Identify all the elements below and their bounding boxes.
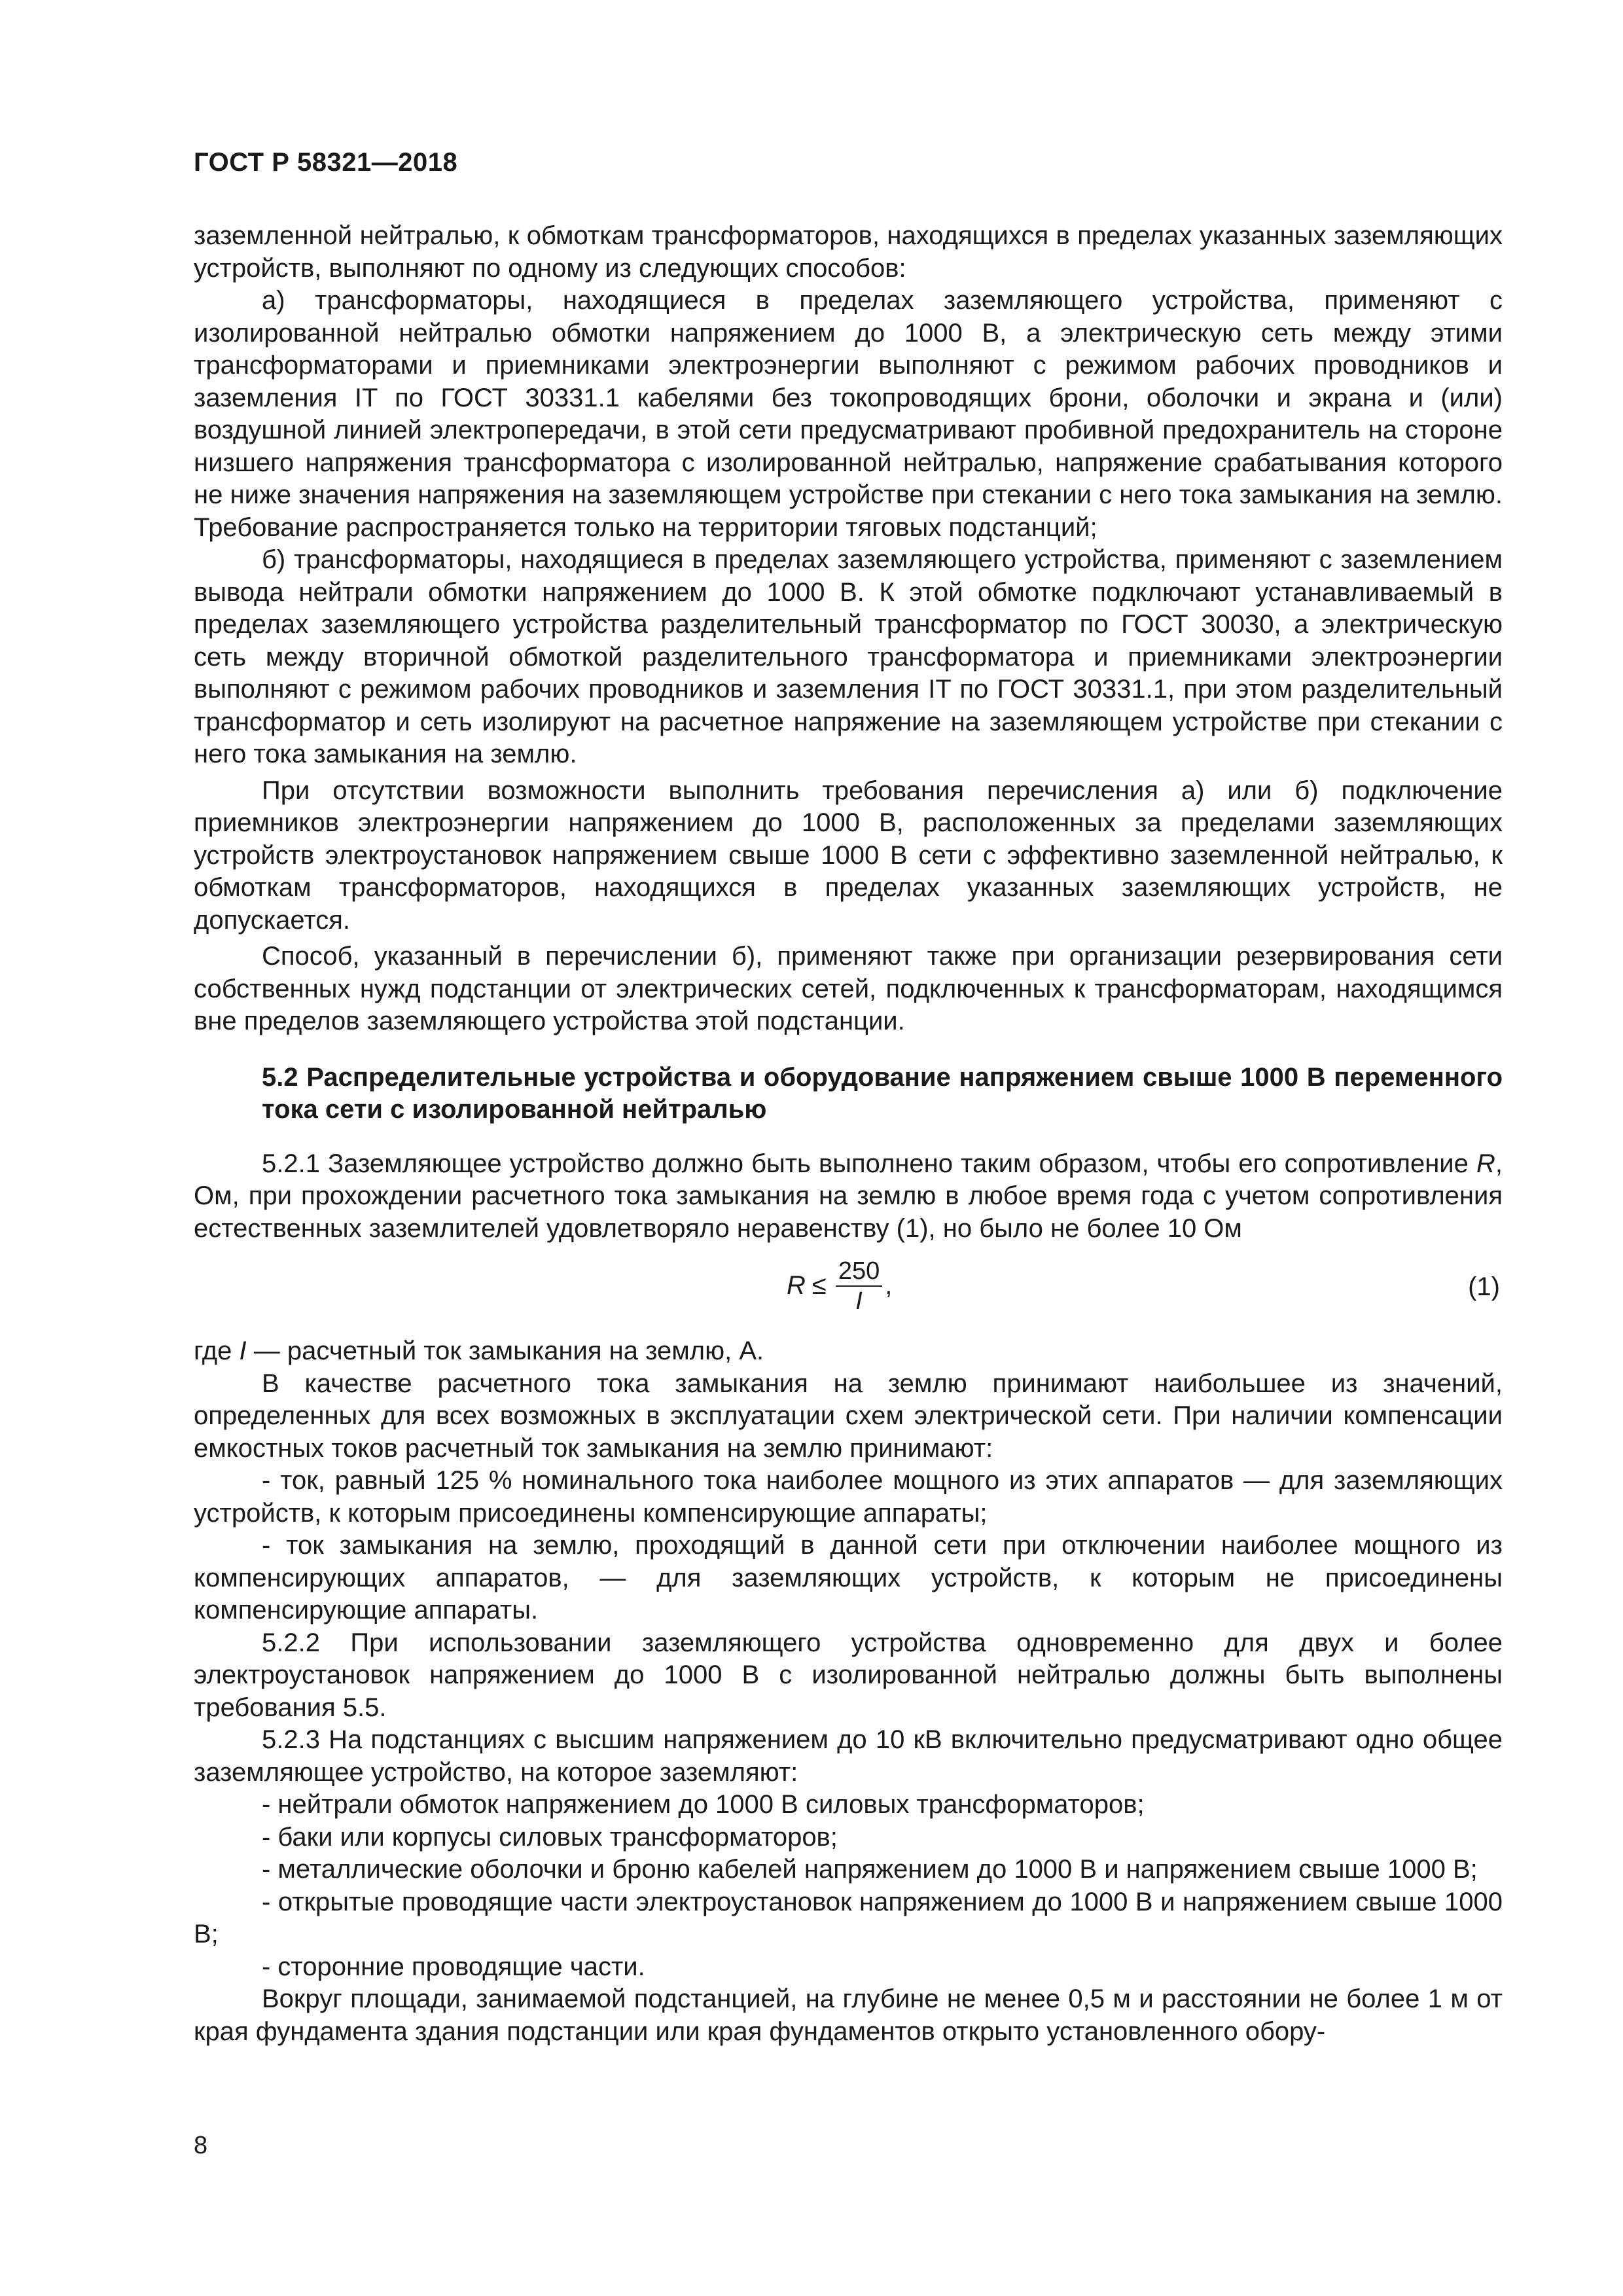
where-line [194,1335,1503,1368]
where-prefix: где [194,1336,240,1365]
formula-fraction [836,1257,882,1316]
formula-numerator: 250 [836,1257,882,1287]
equation-number: (1) [1468,1272,1500,1301]
where-text: — расчетный ток замыкания на землю, А. [246,1336,764,1365]
document-code-header: ГОСТ Р 58321—2018 [194,148,458,177]
clause-5-2-3: 5.2.3 На подстанциях с высшим напряжением до 10 кВ включительно предусматривают одно общее заземляющее устройство, на которое заземляют: [194,1725,1503,1787]
variable-i: I [239,1336,247,1365]
paragraph: заземленной нейтралью, к обмоткам трансформаторов, находящихся в пределах указанных заземляющих устройств, выполняют по одному из следующих способов: [194,221,1503,283]
list-item: - нейтрали обмоток напряжением до 1000 В силовых трансформаторов; [262,1790,1145,1819]
clause-text: , Ом, при прохождении расчетного тока замыкания на землю в любое время года с учетом сопротивления естественных заземлителей удовлетворяло неравенству (1), но было не более 10 Ом [194,1149,1503,1243]
paragraph: Способ, указанный в перечислении б), применяют также при организации резервирования сети собственных нужд подстанции от электрических сетей, подключенных к трансформаторам, находящимся вне пределов заземляющего устройства этой подстанции. [194,942,1503,1035]
paragraph: Вокруг площади, занимаемой подстанцией, на глубине не менее 0,5 м и расстоянии не более 1 м от края фундамента здания подстанции или края фундаментов открыто установленного обору- [194,1984,1503,2046]
paragraph: а) трансформаторы, находящиеся в пределах заземляющего устройства, применяют с изолированной нейтралью обмотки напряжением до 1000 В, а электрическую сеть между этими трансформаторами и приемниками электроэнергии выполняют с режимом рабочих проводников и заземления IT по ГОСТ 30331.1 кабелями без токопроводящих брони, оболочки и экрана и (или) воздушной линией электропередачи, в этой сети предусматривают пробивной предохранитель на стороне низшего напряжения трансформатора с изолированной нейтралью, напряжение срабатывания которого не ниже значения напряжения на заземляющем устройстве при стекании с него тока замыкания на землю. Требование распространяется только на территории тяговых подстанций; [194,286,1503,542]
list-item: - ток, равный 125 % номинального тока наиболее мощного из этих аппаратов — для заземляющих устройств, к которым присоединены компенсирующие аппараты; [194,1466,1503,1528]
formula-denominator: I [855,1287,863,1315]
clause-5-2-2: 5.2.2 При использовании заземляющего устройства одновременно для двух и более электроустановок напряжением до 1000 В с изолированной нейтралью должны быть выполнены требования 5.5. [194,1628,1503,1722]
list-item: - баки или корпусы силовых трансформаторов; [262,1822,838,1852]
page-number: 8 [194,2132,208,2159]
paragraph: б) трансформаторы, находящиеся в пределах заземляющего устройства, применяют с заземлением вывода нейтрали обмотки напряжением до 1000 В. К этой обмотке подключают устанавливаемый в пределах заземляющего устройства разделительный трансформатор по ГОСТ 30030, а электрическую сеть между вторичной обмоткой разделительного трансформатора и приемниками электроэнергии выполняют с режимом рабочих проводников и заземления IT по ГОСТ 30331.1, при этом разделительный трансформатор и сеть изолируют на расчетное напряжение на заземляющем устройстве при стекании с него тока замыкания на землю. [194,545,1503,768]
list-item: - открытые проводящие части электроустановок напряжением до 1000 В и напряжением свыше 1000 В; [194,1887,1503,1948]
document-body [194,220,1503,2048]
formula-lhs: R [787,1271,806,1300]
clause-text: 5.2.1 Заземляющее устройство должно быть выполнено таким образом, чтобы его сопротивление [262,1149,1476,1178]
formula-row [194,1250,1503,1323]
formula-relation: ≤ [812,1271,827,1300]
variable-r: R [1476,1149,1495,1178]
list-item: - сторонние проводящие части. [262,1952,645,1981]
formula [787,1257,892,1316]
paragraph: В качестве расчетного тока замыкания на землю принимают наибольшее из значений, определенных для всех возможных в эксплуатации схем электрической сети. При наличии компенсации емкостных токов расчетный ток замыкания на землю принимают: [194,1369,1503,1463]
section-title: 5.2 Распределительные устройства и оборудование напряжением свыше 1000 В переменного тока сети с изолированной нейтралью [262,1062,1503,1124]
clause-5-2-1 [194,1148,1503,1246]
list-item: - ток замыкания на землю, проходящий в данной сети при отключении наиболее мощного из компенсирующих аппаратов, — для заземляющих устройств, к которым не присоединены компенсирующие аппараты. [194,1531,1503,1624]
paragraph: При отсутствии возможности выполнить требования перечисления а) или б) подключение приемников электроэнергии напряжением до 1000 В, расположенных за пределами заземляющих устройств электроустановок напряжением свыше 1000 В сети с эффективно заземленной нейтралью, к обмоткам трансформаторов, находящихся в пределах указанных заземляющих устройств, не допускается. [194,776,1503,935]
list-item: - металлические оболочки и броню кабелей напряжением до 1000 В и напряжением свыше 1000 В; [262,1855,1478,1884]
formula-tail: , [885,1271,893,1300]
